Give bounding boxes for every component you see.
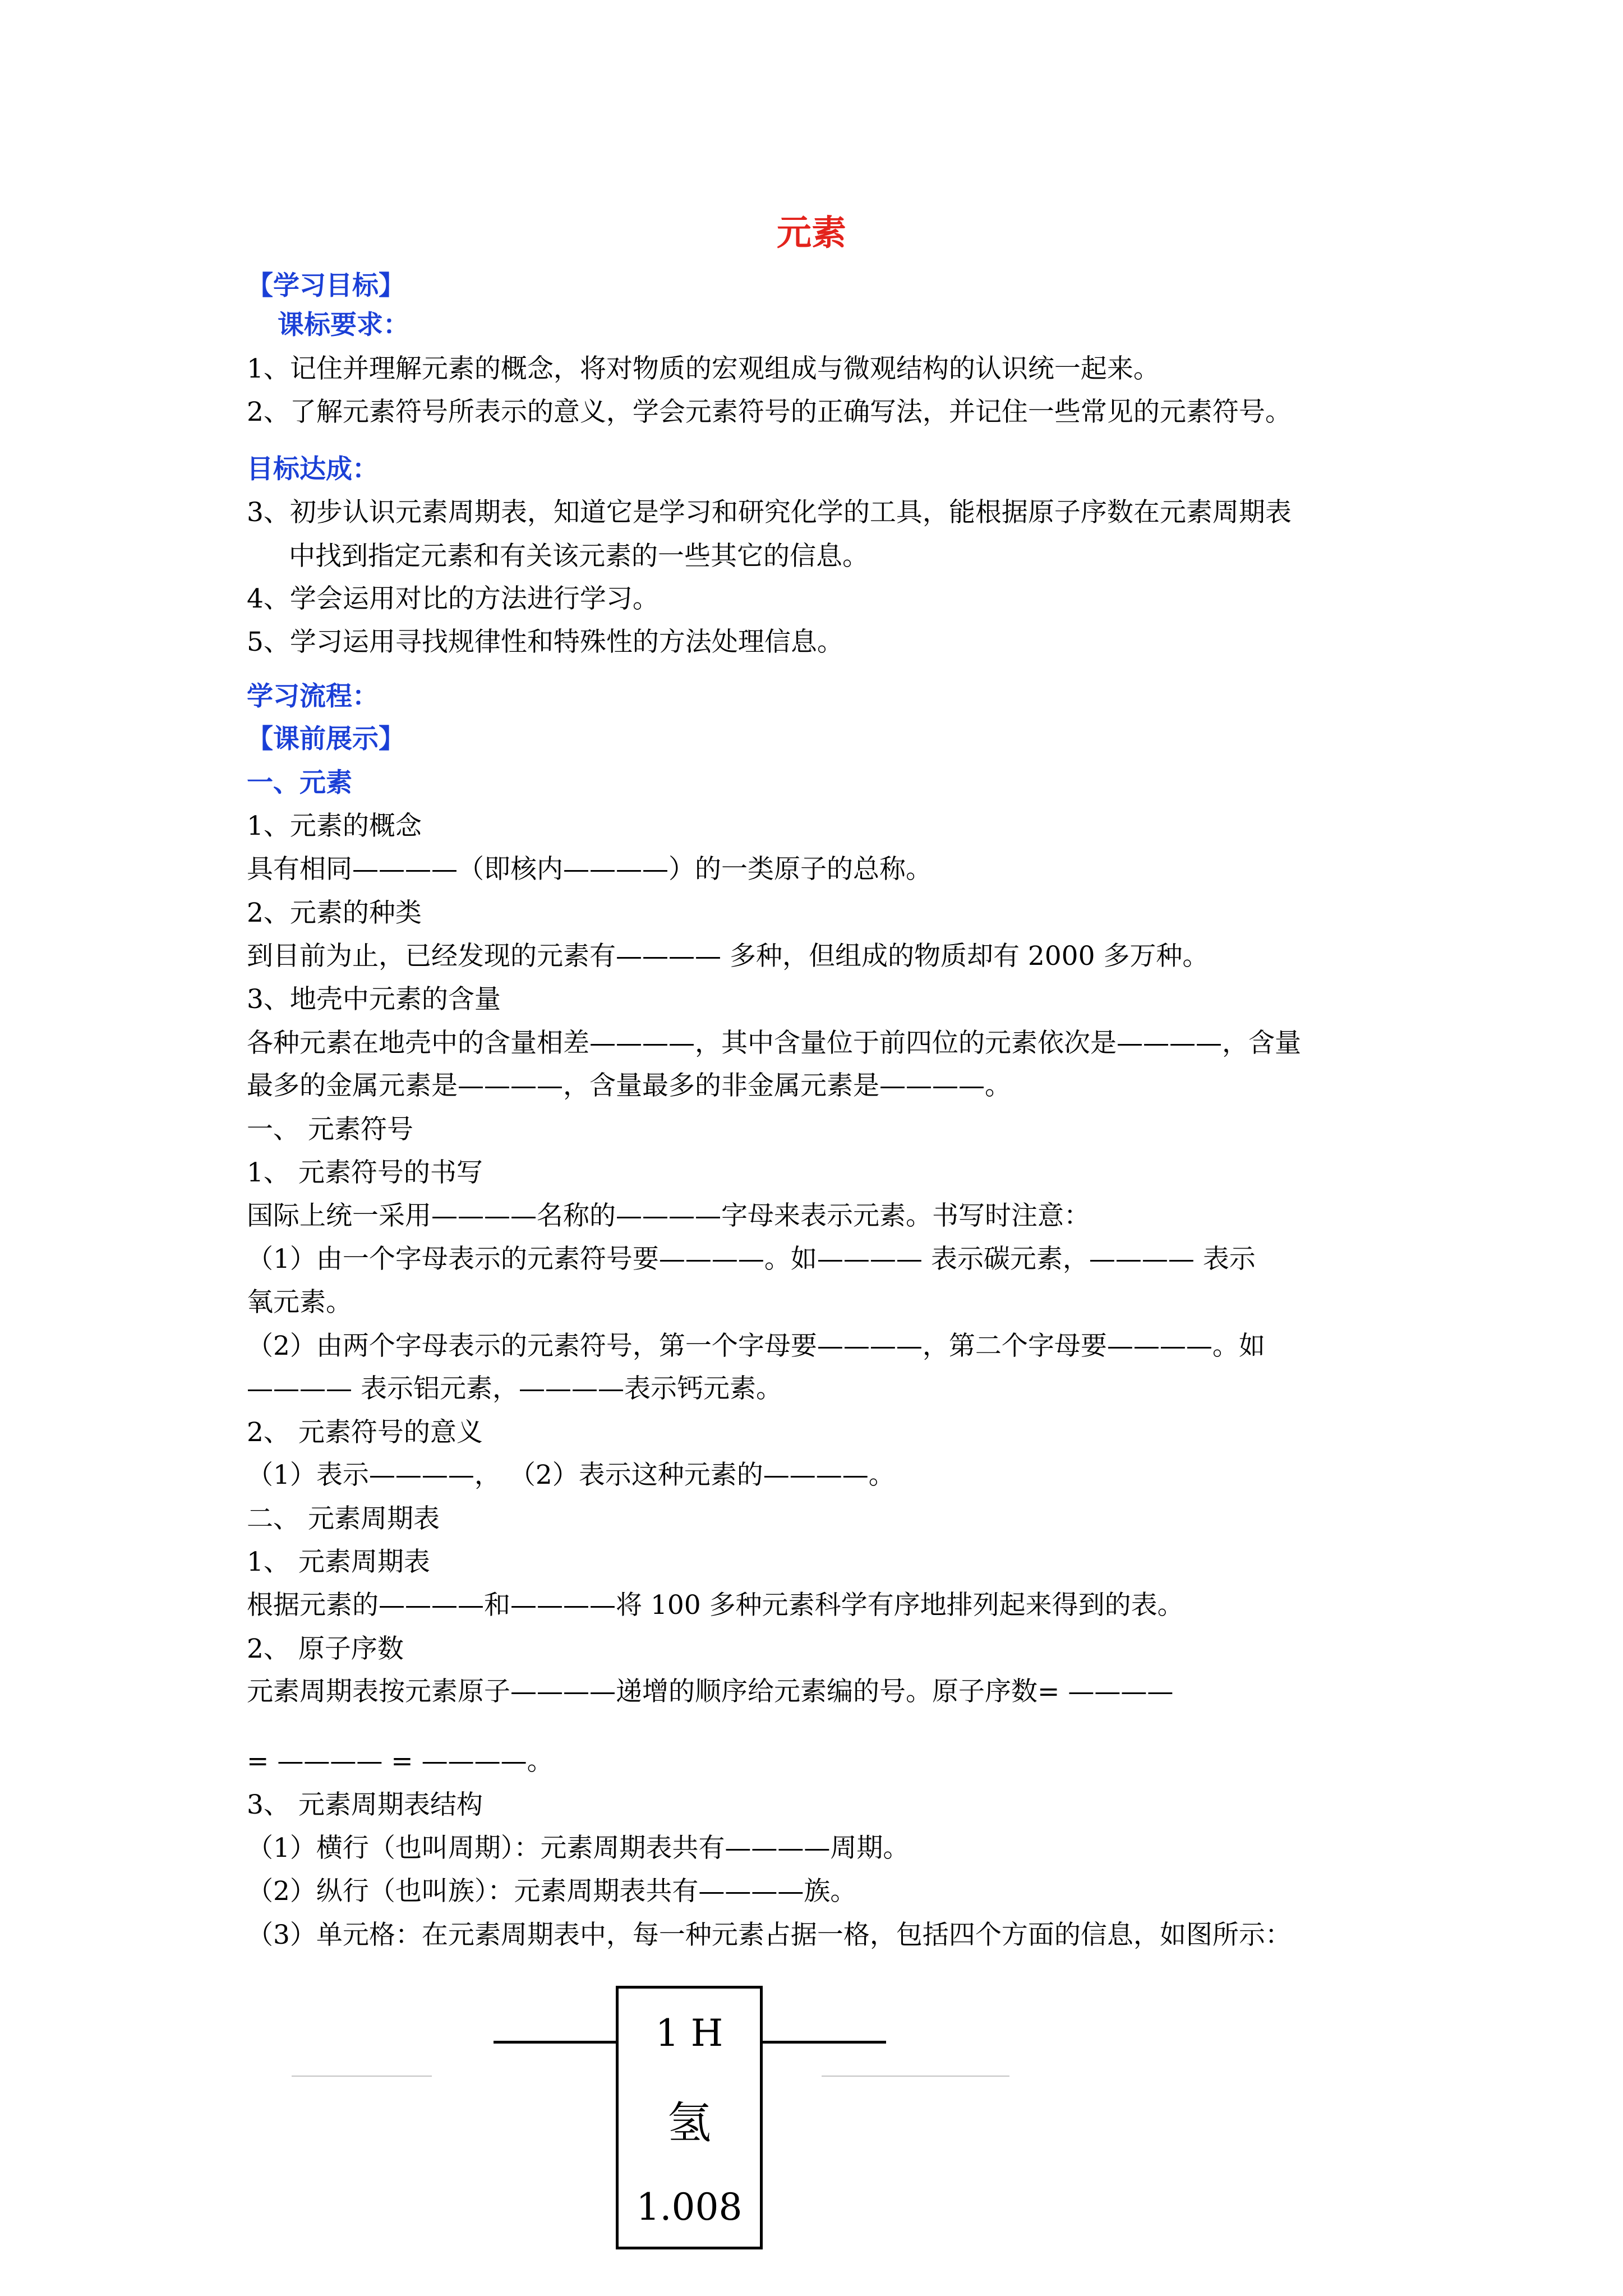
- item-symbol-writing: 1、 元素符号的书写: [247, 1157, 483, 1188]
- blank-line-right: [822, 2076, 1009, 2077]
- subheading-goal-achievement: 目标达成：: [247, 454, 379, 485]
- blank-line-left: [292, 2076, 432, 2077]
- fill-blank-crust-content-1: 各种元素在地壳中的含量相差————，其中含量位于前四位的元素依次是————，含量: [247, 1028, 1301, 1059]
- item-element-types: 2、元素的种类: [247, 898, 422, 928]
- pointer-line-right: [762, 2041, 886, 2044]
- item-element-concept: 1、元素的概念: [247, 811, 422, 841]
- cell-atomic-mass: 1.008: [636, 2185, 743, 2229]
- item-crust-content: 3、地壳中元素的含量: [247, 984, 501, 1015]
- fill-blank-two-letter-symbol-continued: ———— 表示铝元素，————表示钙元素。: [247, 1373, 782, 1404]
- item-atomic-number: 2、 原子序数: [247, 1634, 404, 1664]
- item-periodic-table: 1、 元素周期表: [247, 1547, 430, 1577]
- fill-blank-atomic-number: 元素周期表按元素原子————递增的顺序给元素编的号。原子序数= ————: [247, 1676, 1174, 1707]
- section-heading-learning-goals: 【学习目标】: [247, 270, 405, 301]
- fill-blank-symbol-writing: 国际上统一采用————名称的————字母来表示元素。书写时注意：: [247, 1200, 1090, 1231]
- pointer-line-left: [494, 2041, 617, 2044]
- fill-blank-periods: （1）横行（也叫周期）：元素周期表共有————周期。: [247, 1833, 910, 1864]
- fill-blank-one-letter-symbol-continued: 氧元素。: [247, 1287, 352, 1318]
- fill-blank-groups: （2）纵行（也叫族）：元素周期表共有————族。: [247, 1876, 857, 1907]
- section-heading-preview: 【课前展示】: [247, 724, 405, 754]
- fill-blank-symbol-meaning: （1）表示————， （2）表示这种元素的————。: [247, 1460, 895, 1490]
- goal-line-2: 2、了解元素符号所表示的意义，学会元素符号的正确写法，并记住一些常见的元素符号。: [247, 397, 1292, 427]
- cell-element-name: 氢: [667, 2098, 711, 2148]
- goal-line-5: 5、学习运用寻找规律性和特殊性的方法处理信息。: [247, 627, 843, 657]
- subheading-curriculum-requirements: 课标要求：: [278, 310, 409, 341]
- goal-line-3-continued: 中找到指定元素和有关该元素的一些其它的信息。: [289, 541, 869, 572]
- fill-blank-periodic-table: 根据元素的————和————将 100 多种元素科学有序地排列起来得到的表。: [247, 1590, 1184, 1621]
- goal-line-3: 3、初步认识元素周期表，知道它是学习和研究化学的工具，能根据原子序数在元素周期表: [247, 497, 1292, 528]
- section-heading-learning-process: 学习流程：: [247, 681, 379, 712]
- fill-blank-two-letter-symbol: （2）由两个字母表示的元素符号，第一个字母要————，第二个字母要————。如: [247, 1331, 1265, 1361]
- section-heading-periodic-table: 二、 元素周期表: [247, 1503, 440, 1534]
- element-cell-hydrogen: [616, 1986, 763, 2249]
- section-heading-element-symbols: 一、 元素符号: [247, 1114, 413, 1145]
- page-title: 元素: [776, 212, 846, 253]
- fill-blank-one-letter-symbol: （1）由一个字母表示的元素符号要————。如———— 表示碳元素，———— 表示: [247, 1244, 1256, 1274]
- fill-blank-element-concept: 具有相同————（即核内————）的一类原子的总称。: [247, 854, 932, 885]
- fill-blank-crust-content-2: 最多的金属元素是————，含量最多的非金属元素是————。: [247, 1070, 1011, 1101]
- section-heading-elements: 一、元素: [247, 767, 352, 798]
- fill-blank-cell-description: （3）单元格：在元素周期表中，每一种元素占据一格，包括四个方面的信息，如图所示：: [247, 1920, 1292, 1950]
- goal-line-1: 1、记住并理解元素的概念，将对物质的宏观组成与微观结构的认识统一起来。: [247, 353, 1160, 384]
- fill-blank-element-types: 到目前为止，已经发现的元素有———— 多种，但组成的物质却有 2000 多万种。: [247, 941, 1209, 972]
- fill-blank-atomic-number-equals: = ———— = ————。: [247, 1746, 554, 1777]
- goal-line-4: 4、学会运用对比的方法进行学习。: [247, 583, 659, 614]
- item-table-structure: 3、 元素周期表结构: [247, 1789, 483, 1820]
- item-symbol-meaning: 2、 元素符号的意义: [247, 1417, 483, 1448]
- cell-number-symbol: 1 H: [655, 2012, 723, 2055]
